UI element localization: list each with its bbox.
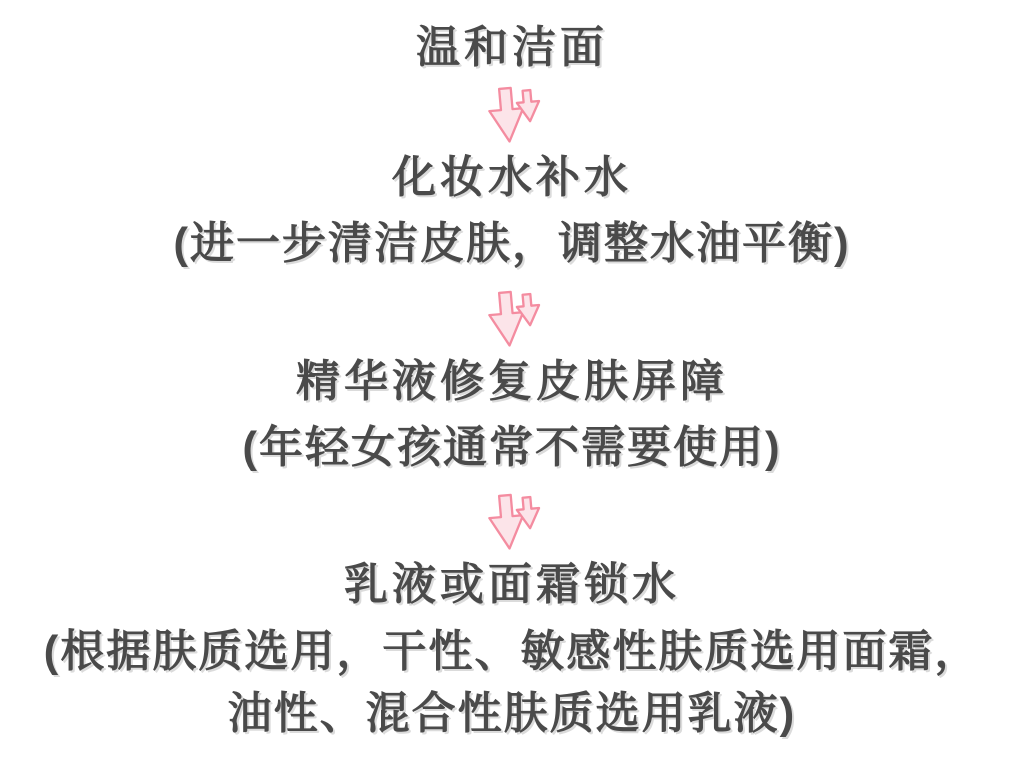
- step-title: 乳液或面霜锁水: [344, 560, 680, 610]
- double-down-arrow-icon: [481, 492, 543, 552]
- note-line: 油性、混合性肤质选用乳液): [227, 689, 797, 739]
- double-down-arrow-icon: [481, 289, 543, 349]
- note-line: (根据肤质选用，干性、敏感性肤质选用面霜，: [43, 627, 981, 676]
- step-moisturizer: [0, 561, 1024, 745]
- step-note: [44, 621, 981, 746]
- step-toner: [0, 154, 1024, 276]
- step-note: [173, 213, 850, 275]
- step-cleansing: [0, 24, 1024, 72]
- step-essence: [0, 358, 1024, 480]
- step-title: 精华液修复皮肤屏障: [296, 356, 728, 406]
- step-title: 温和洁面: [416, 23, 608, 72]
- step-note: [242, 417, 781, 479]
- note-line: (年轻女孩通常不需要使用): [242, 423, 782, 473]
- double-down-arrow-icon: [481, 85, 543, 145]
- note-line: (进一步清洁皮肤，调整水油平衡): [173, 219, 851, 269]
- step-title: 化妆水补水: [392, 152, 632, 202]
